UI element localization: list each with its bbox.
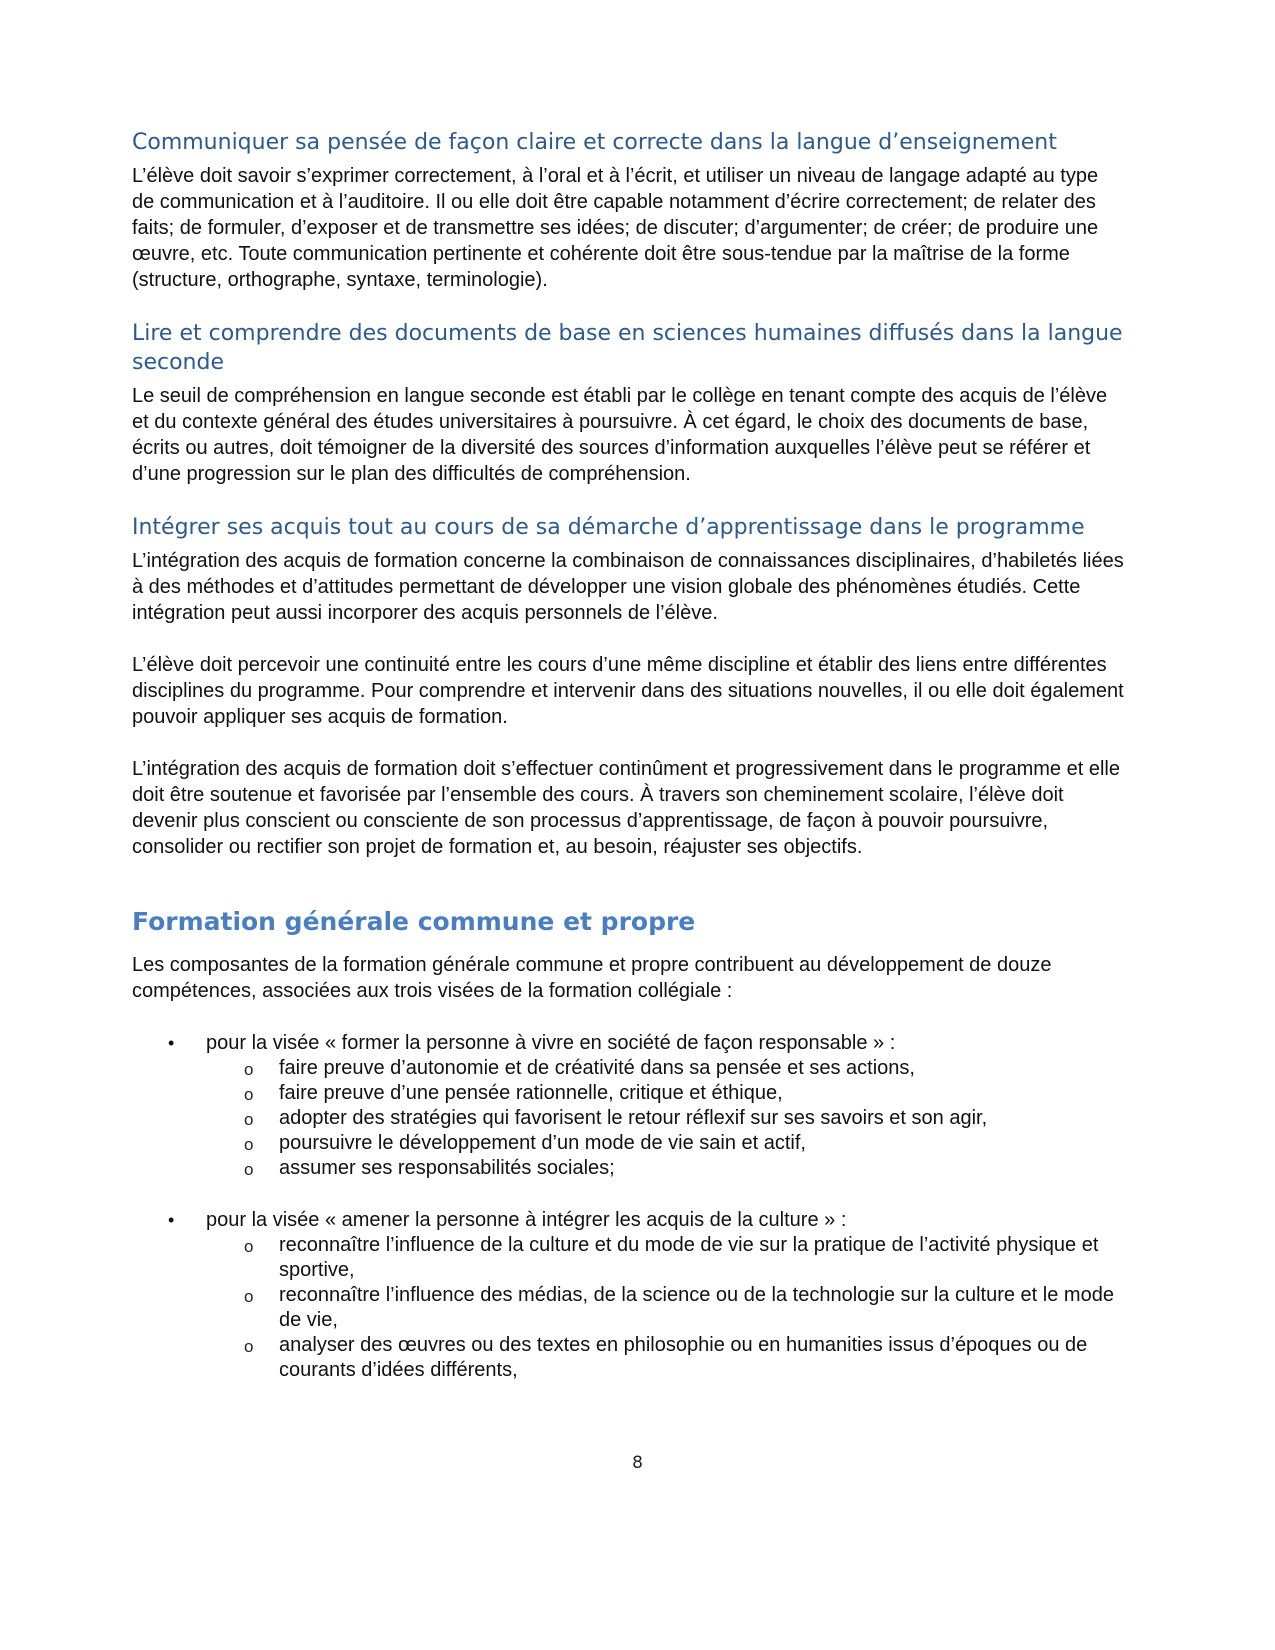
- section-paragraph: Le seuil de compréhension en langue seconde est établi par le collège en tenant compte des acquis de l’élève et du contexte général des études universitaires à poursuivre. À cet égard, le choix des documents de base, écrits ou autres, doit témoigner de la diversité des sources d’information auxquelles l’élève peut se référer et d’une progression sur le plan des difficultés de compréhension.: [132, 385, 1108, 485]
- vise-label: pour la visée « former la personne à vivre en société de façon responsable » :: [206, 1032, 896, 1054]
- competence-item: o faire preuve d’autonomie et de créativité dans sa pensée et ses actions,: [206, 1056, 1125, 1081]
- circle-bullet-icon: o: [244, 1135, 254, 1154]
- competence-list: [206, 1056, 1125, 1181]
- vise-label: pour la visée « amener la personne à intégrer les acquis de la culture » :: [206, 1209, 847, 1231]
- competence-item: o reconnaître l’influence des médias, de la science ou de la technologie sur la culture et le mode de vie,: [244, 1284, 1114, 1331]
- section-paragraph: L’intégration des acquis de formation concerne la combinaison de connaissances disciplinaires, d’habiletés liées à des méthodes et d’attitudes permettant de développer une vision globale des phénomènes étudiés. Cette intégration peut aussi incorporer des acquis personnels de l’élève.: [132, 550, 1124, 624]
- circle-bullet-icon: o: [244, 1060, 254, 1079]
- vise-item: [132, 1207, 1125, 1383]
- circle-bullet-icon: o: [244, 1160, 254, 1179]
- competence-item: o assumer ses responsabilités sociales;: [206, 1156, 1125, 1181]
- competence-item: o faire preuve d’une pensée rationnelle, critique et éthique,: [206, 1081, 1125, 1106]
- circle-bullet-icon: o: [244, 1337, 254, 1356]
- circle-bullet-icon: o: [244, 1287, 254, 1306]
- section-paragraph: L’intégration des acquis de formation doit s’effectuer continûment et progressivement dans le programme et elle doit être soutenue et favorisée par l’ensemble des cours. À travers son cheminement scolaire, l’élève doit devenir plus conscient ou consciente de son processus d’apprentissage, de façon à pouvoir poursuivre, consolider ou rectifier son projet de formation et, au besoin, réajuster ses objectifs.: [132, 758, 1120, 858]
- vise-item: [132, 1030, 1125, 1181]
- vise-list: [132, 1030, 1125, 1383]
- competence-list: [206, 1233, 1125, 1383]
- competence-item: o poursuivre le développement d’un mode de vie sain et actif,: [206, 1131, 1125, 1156]
- section-heading: Lire et comprendre des documents de base en sciences humaines diffusés dans la langue seconde: [132, 321, 1123, 375]
- circle-bullet-icon: o: [244, 1237, 254, 1256]
- section-heading: Communiquer sa pensée de façon claire et correcte dans la langue d’enseignement: [132, 130, 1057, 155]
- competence-item: o adopter des stratégies qui favorisent le retour réflexif sur ses savoirs et son agir,: [206, 1106, 1125, 1131]
- bullet-icon: •: [168, 1033, 175, 1053]
- circle-bullet-icon: o: [244, 1110, 254, 1129]
- bullet-icon: •: [168, 1210, 175, 1230]
- circle-bullet-icon: o: [244, 1085, 254, 1104]
- section-paragraph: L’élève doit savoir s’exprimer correctement, à l’oral et à l’écrit, et utiliser un niveau de langage adapté au type de communication et à l’auditoire. Il ou elle doit être capable notamment d’écrire correctement; de relater des faits; de formuler, d’exposer et de transmettre ses idées; de discuter; d’argumenter; de créer; de produire une œuvre, etc. Toute communication pertinente et cohérente doit être sous-tendue par la maîtrise de la forme (structure, orthographe, syntaxe, terminologie).: [132, 165, 1099, 291]
- formation-intro: Les composantes de la formation générale commune et propre contribuent au développement de douze compétences, associées aux trois visées de la formation collégiale :: [132, 954, 1052, 1002]
- page-number: 8: [632, 1453, 643, 1473]
- formation-title: Formation générale commune et propre: [132, 907, 696, 936]
- competence-item: o reconnaître l’influence de la culture et du mode de vie sur la pratique de l’activité physique et sportive,: [244, 1234, 1099, 1281]
- section-heading: Intégrer ses acquis tout au cours de sa démarche d’apprentissage dans le programme: [132, 515, 1085, 540]
- competence-item: o analyser des œuvres ou des textes en philosophie ou en humanities issus d’époques ou de courants d’idées différents,: [244, 1334, 1088, 1381]
- section-paragraph: L’élève doit percevoir une continuité entre les cours d’une même discipline et établir des liens entre différentes disciplines du programme. Pour comprendre et intervenir dans des situations nouvelles, il ou elle doit également pouvoir appliquer ses acquis de formation.: [132, 654, 1124, 728]
